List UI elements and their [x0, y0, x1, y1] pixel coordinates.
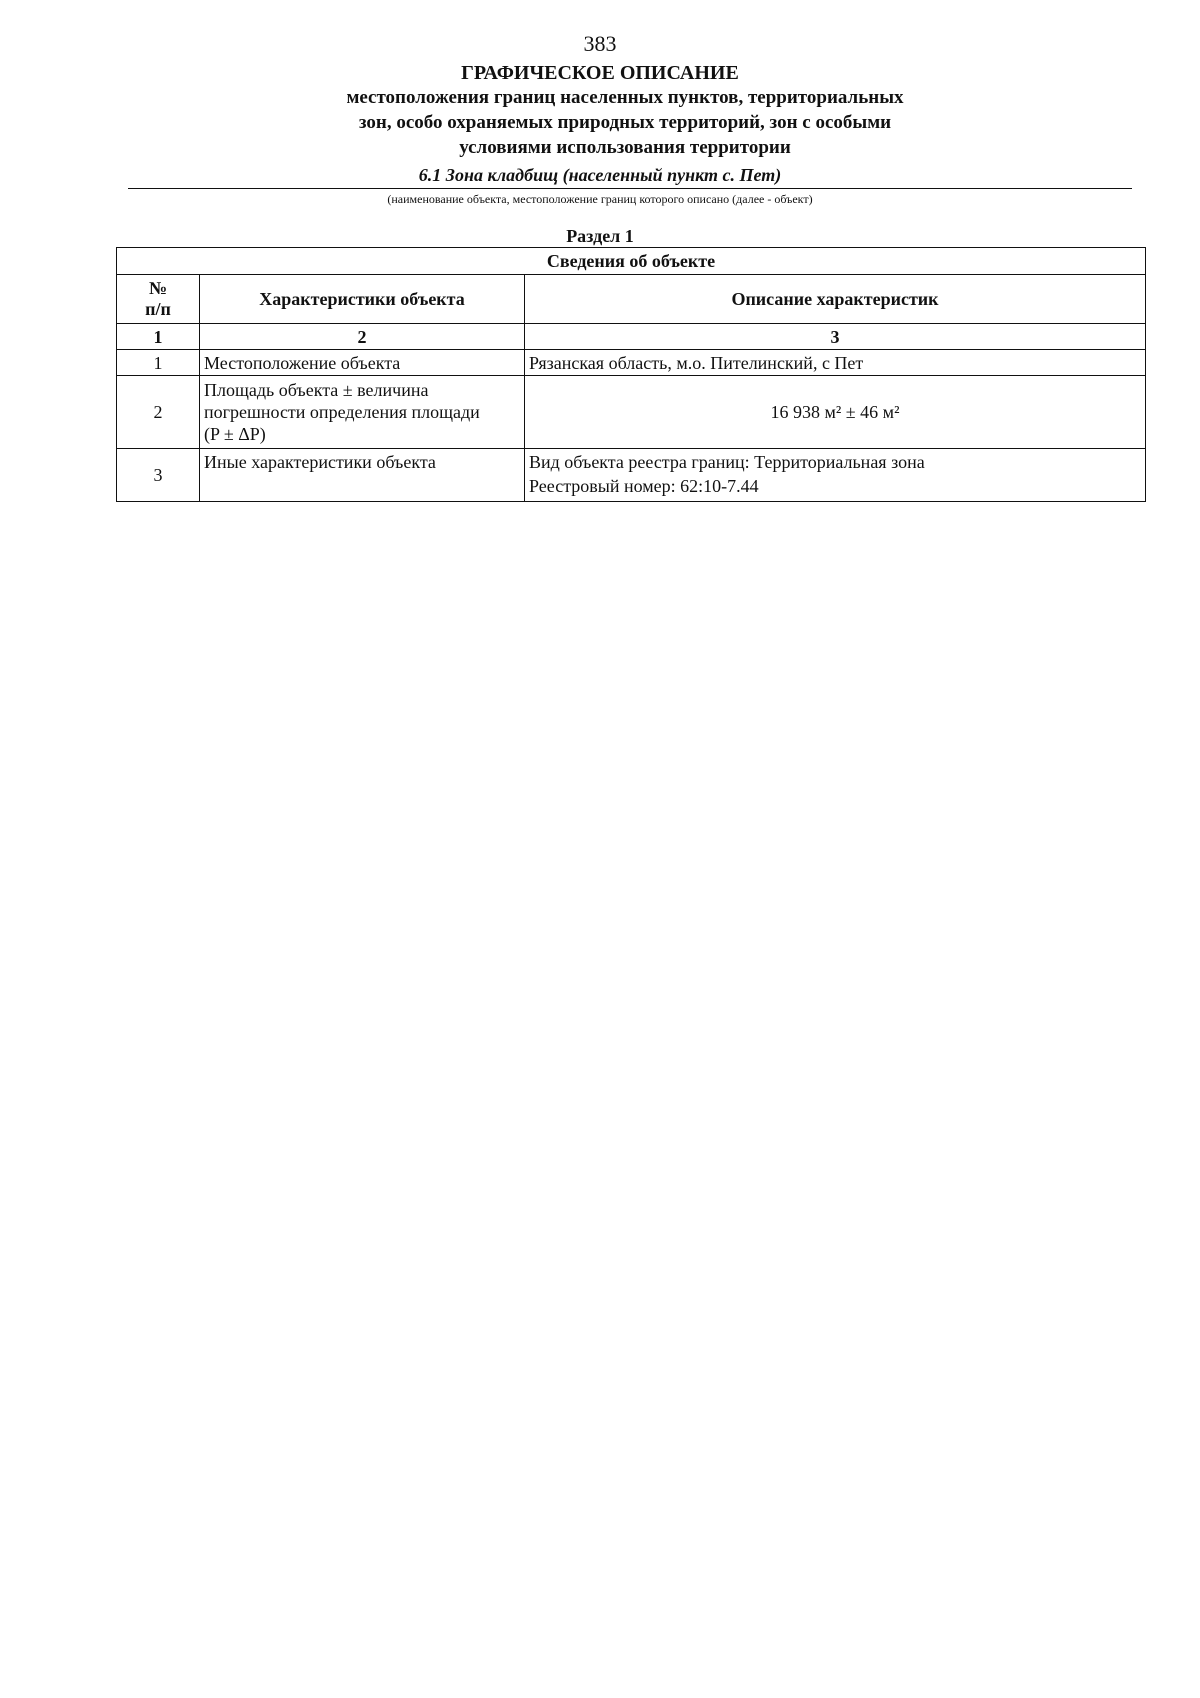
- description-line: Рязанская область, м.о. Пителинский, с Пет: [529, 352, 864, 373]
- description-line: Вид объекта реестра границ: Территориальная зона: [529, 452, 925, 472]
- column-numbers-row: [117, 324, 1146, 350]
- table-row: [117, 376, 1146, 449]
- object-name-underline: [128, 188, 1132, 189]
- header-characteristics: Характеристики объекта: [200, 275, 525, 324]
- row-number: 2: [117, 376, 200, 449]
- header-number-line: №: [148, 278, 168, 298]
- characteristic-line: погрешности определения площади: [204, 402, 480, 422]
- row-number: 3: [117, 449, 200, 502]
- page-number: 383: [583, 31, 617, 56]
- row-characteristic: [200, 449, 525, 502]
- document-title: ГРАФИЧЕСКОЕ ОПИСАНИЕ: [461, 62, 739, 84]
- header-number: [117, 275, 200, 324]
- header-number-line: п/п: [145, 299, 171, 319]
- row-characteristic: [200, 350, 525, 376]
- section-title: Раздел 1: [566, 226, 634, 246]
- characteristic-line: Иные характеристики объекта: [204, 452, 436, 472]
- characteristic-line: Площадь объекта ± величина: [204, 380, 429, 400]
- column-number: 3: [525, 324, 1146, 350]
- subtitle-line: местоположения границ населенных пунктов, территориальных: [346, 87, 904, 108]
- row-description: [525, 376, 1146, 449]
- object-name-caption: (наименование объекта, местоположение границ которого описано (далее - объект): [387, 192, 813, 206]
- row-number: 1: [117, 350, 200, 376]
- row-description: [525, 449, 1146, 502]
- characteristic-line: Местоположение объекта: [204, 352, 401, 373]
- column-number: 1: [117, 324, 200, 350]
- characteristic-line: (P ± ΔP): [204, 424, 266, 444]
- table-row: [117, 449, 1146, 502]
- object-name: 6.1 Зона кладбищ (населенный пункт с. Пет): [418, 165, 782, 185]
- description-line: Реестровый номер: 62:10-7.44: [529, 476, 759, 496]
- subtitle-line: зон, особо охраняемых природных территорий, зон с особыми: [358, 112, 892, 133]
- table-caption: Сведения об объекте: [117, 248, 1146, 275]
- table-row: [117, 350, 1146, 376]
- subtitle-line: условиями использования территории: [459, 137, 791, 158]
- row-characteristic: [200, 376, 525, 449]
- table-caption-row: [117, 248, 1146, 275]
- row-description: [525, 350, 1146, 376]
- description-line: 16 938 м² ± 46 м²: [770, 402, 900, 422]
- object-info-table: [116, 247, 1146, 502]
- column-number: 2: [200, 324, 525, 350]
- header-description: Описание характеристик: [525, 275, 1146, 324]
- document-subtitle: [200, 85, 1050, 160]
- table-header-row: [117, 275, 1146, 324]
